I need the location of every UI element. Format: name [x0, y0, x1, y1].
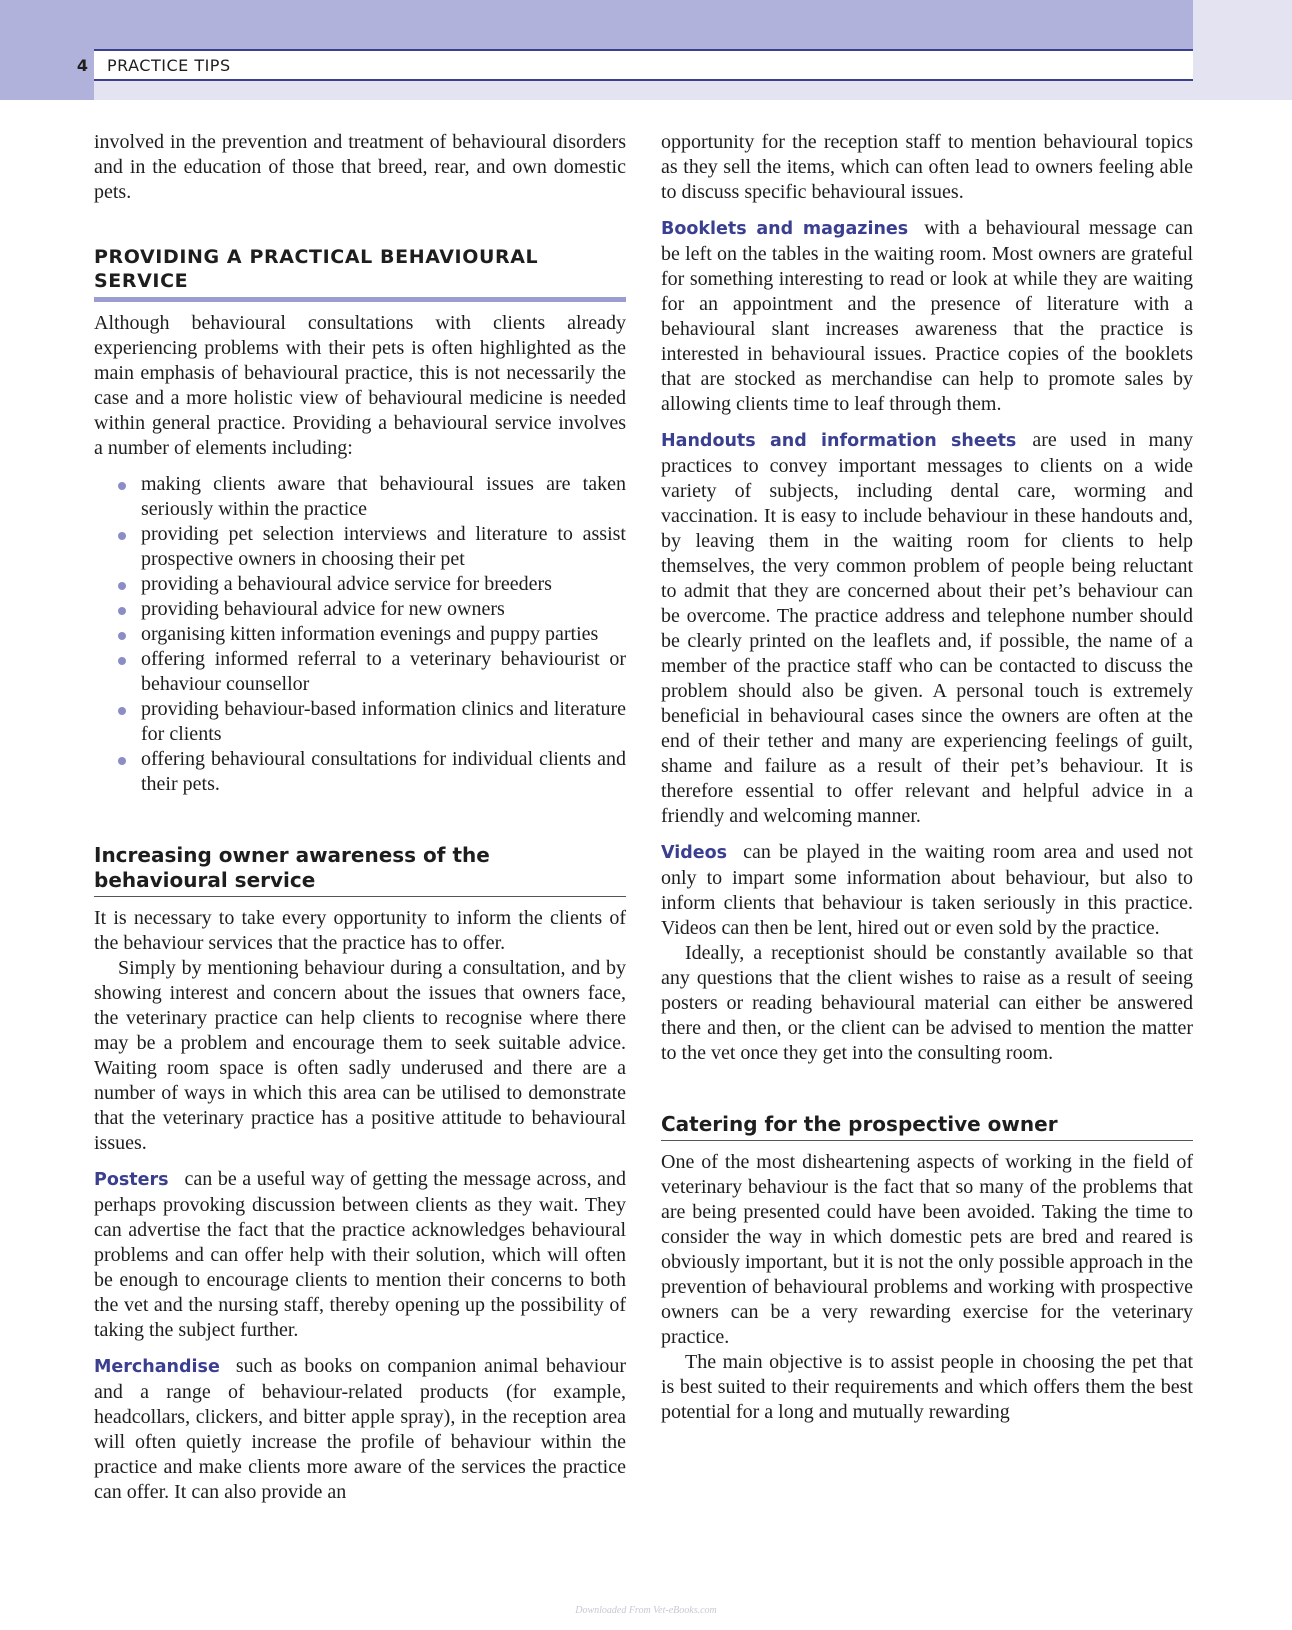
section-heading: PROVIDING A PRACTICAL BEHAVIOURAL SERVICE [94, 245, 626, 302]
videos-text: can be played in the waiting room area and used not only to impart some information about behaviour, but also to inform clients that behaviour is taken seriously in this practice. Videos can then be lent, hired out or even sold by the practice. [661, 841, 1193, 939]
list-item [141, 747, 626, 797]
left-column [94, 130, 626, 1505]
section-paragraph: Although behavioural consultations with clients already experiencing problems with their pets is often highlighted as the main emphasis of behavioural practice, this is not necessarily the case and a more holistic view of behavioural medicine is needed within general practice. Providing a behavioural service involves a number of elements including: [94, 312, 626, 459]
header-band-left [0, 0, 94, 100]
list-item [141, 472, 626, 522]
subheading-prospective-owner: Catering for the prospective owner [661, 1112, 1193, 1141]
bullet-dot-icon [118, 657, 126, 665]
list-item [141, 597, 626, 622]
list-item-text: organising kitten information evenings and puppy parties [141, 623, 599, 645]
list-item-text: making clients aware that behavioural issues are taken seriously within the practice [141, 473, 626, 520]
posters-lead: Posters [94, 1170, 169, 1190]
list-item [141, 522, 626, 572]
awareness-paragraph-2: Simply by mentioning behaviour during a consultation, and by showing interest and concern about the issues that owners face, the veterinary practice can help clients to recognise where there may be a problem and encourage them to seek suitable advice. Waiting room space is often sadly underused and there are a number of ways in which this area can be utilised to demonstrate that the veterinary practice has a positive attitude to behavioural issues. [94, 957, 626, 1154]
page-number: 4 [76, 56, 88, 75]
left-intro-paragraph: involved in the prevention and treatment of behavioural disorders and in the education of those that breed, rear, and own domestic pets. [94, 131, 626, 203]
booklets-text: with a behavioural message can be left on the tables in the waiting room. Most owners are grateful for something interesting to read or look at while they are waiting for an appointment and the presence of literature with a behavioural slant increases awareness that the practice is interested in behavioural issues. Practice copies of the booklets that are stocked as merchandise can help to promote sales by allowing clients time to leaf through them. [661, 217, 1193, 415]
list-item-text: offering behavioural consultations for individual clients and their pets. [141, 748, 626, 795]
right-intro-paragraph: opportunity for the reception staff to mention behavioural topics as they sell the items, which can often lead to owners feeling able to discuss specific behavioural issues. [661, 131, 1193, 203]
bullet-dot-icon [118, 632, 126, 640]
header-rule-top [94, 49, 1193, 51]
footer-watermark: Downloaded From Vet-eBooks.com [575, 1605, 717, 1616]
header-band-right [1193, 0, 1292, 100]
prospective-paragraph-2: The main objective is to assist people in choosing the pet that is best suited to their requirements and which offers them the best potential for a long and mutually rewarding [661, 1351, 1193, 1423]
bullet-dot-icon [118, 582, 126, 590]
videos-lead: Videos [661, 843, 728, 863]
header-band [94, 0, 1193, 50]
posters-text: can be a useful way of getting the message across, and perhaps provoking discussion between clients as they wait. They can advertise the fact that the practice acknowledges behavioural problems and can offer help with their solution, which will often be enough to encourage clients to mention their concerns to both the vet and the nursing staff, thereby opening up the possibility of taking the subject further. [94, 1168, 626, 1341]
list-item [141, 647, 626, 697]
awareness-paragraph-1: It is necessary to take every opportunity to inform the clients of the behaviour services that the practice has to offer. [94, 907, 626, 954]
header-rule-bottom [94, 79, 1193, 81]
right-column [661, 130, 1193, 1425]
merchandise-text: such as books on companion animal behaviour and a range of behaviour-related products (for example, headcollars, clickers, and bitter apple spray), in the reception area will often quietly increase the profile of behaviour within the practice and make clients more aware of the services the practice can offer. It can also provide an [94, 1355, 626, 1503]
list-item [141, 572, 626, 597]
receptionist-paragraph: Ideally, a receptionist should be constantly available so that any questions that the client wishes to raise as a result of seeing posters or reading behavioural material can either be answered there and then, or the client can be advised to mention the matter to the vet once they get into the consulting room. [661, 942, 1193, 1064]
booklets-paragraph [661, 216, 1193, 417]
videos-paragraph [661, 840, 1193, 941]
bullet-dot-icon [118, 757, 126, 765]
subheading-owner-awareness: Increasing owner awareness of the behavioural service [94, 843, 626, 897]
bullet-dot-icon [118, 532, 126, 540]
bullet-list [94, 472, 626, 797]
handouts-lead: Handouts and information sheets [661, 431, 1017, 451]
bullet-dot-icon [118, 707, 126, 715]
list-item-text: providing a behavioural advice service for breeders [141, 573, 552, 595]
booklets-lead: Booklets and magazines [661, 219, 909, 239]
handouts-paragraph [661, 428, 1193, 829]
bullet-dot-icon [118, 482, 126, 490]
list-item [141, 697, 626, 747]
prospective-paragraph-1: One of the most disheartening aspects of working in the field of veterinary behaviour is the fact that so many of the problems that are being presented could have been avoided. Taking the time to consider the way in which domestic pets are bred and reared is obviously important, but it is not the only possible approach in the prevention of behavioural problems and working with prospective owners can be a very rewarding exercise for the veterinary practice. [661, 1151, 1193, 1348]
list-item-text: providing pet selection interviews and literature to assist prospective owners in choosing their pet [141, 523, 626, 570]
list-item-text: providing behaviour-based information clinics and literature for clients [141, 698, 626, 745]
merchandise-paragraph [94, 1354, 626, 1505]
bullet-dot-icon [118, 607, 126, 615]
list-item [141, 622, 626, 647]
running-head: PRACTICE TIPS [107, 56, 231, 75]
posters-paragraph [94, 1167, 626, 1343]
merchandise-lead: Merchandise [94, 1357, 220, 1377]
handouts-text: are used in many practices to convey important messages to clients on a wide variety of subjects, including dental care, worming and vaccination. It is easy to include behaviour in these handouts and, by leaving them in the waiting room for clients to help themselves, the very common problem of people being reluctant to admit that they are concerned about their pet’s behaviour can be overcome. The practice address and telephone number should be clearly printed on the leaflets and, if possible, the name of a member of the practice staff who can be contacted to discuss the problem should also be given. A personal touch is extremely beneficial in behavioural cases since the owners are often at the end of their tether and many are experiencing feelings of guilt, shame and failure as a result of their pet’s behaviour. It is therefore essential to offer relevant and helpful advice in a friendly and welcoming manner. [661, 429, 1193, 827]
header-band-lower [94, 81, 1193, 100]
list-item-text: offering informed referral to a veterinary behaviourist or behaviour counsellor [141, 648, 626, 695]
list-item-text: providing behavioural advice for new owners [141, 598, 505, 620]
